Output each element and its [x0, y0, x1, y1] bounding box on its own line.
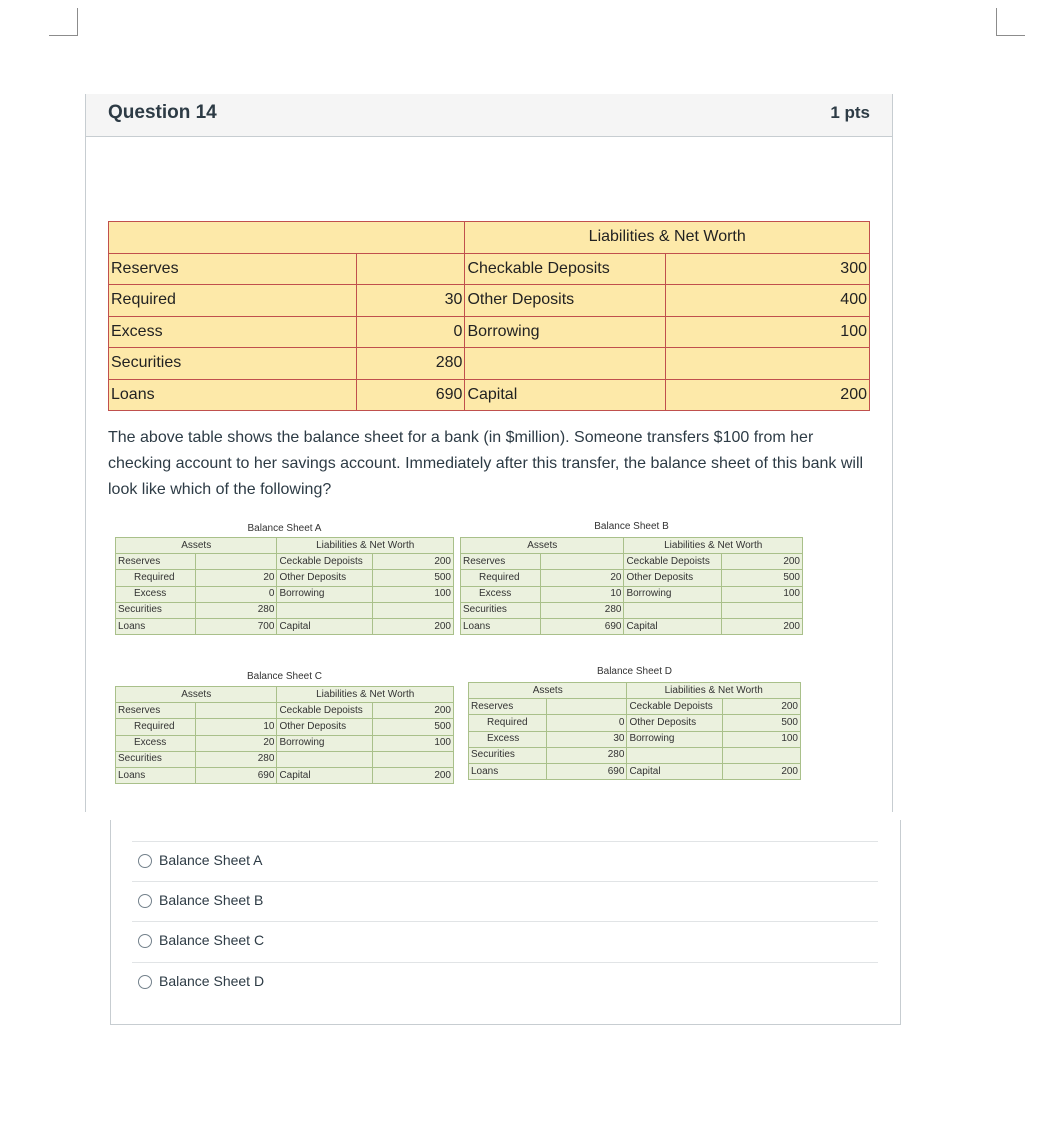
- liability-value: 200: [723, 699, 801, 715]
- asset-label: Excess: [116, 735, 196, 751]
- asset-value: 690: [195, 767, 277, 783]
- liability-label: Other Deposits: [624, 570, 722, 586]
- question-header: [86, 94, 892, 137]
- table-row: [109, 285, 870, 317]
- table-row: [461, 586, 803, 602]
- liability-label: [624, 602, 722, 618]
- sheet-a-liab: Liabilities & Net Worth: [277, 538, 454, 554]
- table-row: [116, 602, 454, 618]
- asset-label: Loans: [116, 767, 196, 783]
- asset-value: 10: [540, 586, 624, 602]
- asset-value: 30: [546, 731, 627, 747]
- liability-value: 200: [373, 703, 454, 719]
- table-row: [469, 715, 801, 731]
- asset-value: 0: [546, 715, 627, 731]
- radio-button-icon[interactable]: [138, 854, 152, 868]
- sheet-a-title: Balance Sheet A: [247, 523, 322, 534]
- liability-value: 100: [373, 586, 454, 602]
- liability-value: 300: [665, 253, 869, 285]
- table-row: [116, 751, 454, 767]
- liability-value: [373, 602, 454, 618]
- crop-mark-left: [49, 8, 78, 36]
- answer-option-label[interactable]: Balance Sheet B: [159, 892, 264, 908]
- liability-label: Other Deposits: [627, 715, 723, 731]
- liability-label: Checkable Deposits: [465, 253, 665, 285]
- liability-label: Borrowing: [624, 586, 722, 602]
- sheet-c-title: Balance Sheet C: [246, 671, 323, 682]
- liability-value: 200: [722, 618, 803, 634]
- liability-value: 200: [723, 763, 801, 779]
- liability-label: Other Deposits: [277, 719, 373, 735]
- liability-value: 100: [723, 731, 801, 747]
- sheet-b-title: Balance Sheet B: [594, 521, 669, 532]
- liabilities-header: Liabilities & Net Worth: [465, 222, 870, 254]
- liability-value: [723, 747, 801, 763]
- table-row: [461, 570, 803, 586]
- asset-value: [195, 554, 277, 570]
- liability-value: 200: [722, 554, 803, 570]
- table-row: [116, 618, 454, 634]
- asset-value: 20: [195, 570, 277, 586]
- asset-label: Excess: [109, 316, 357, 348]
- question-prompt: The above table shows the balance sheet for a bank (in $million). Someone transfers $100 from her checking account to her savings account. Immediately after this transfer, the balance sheet of this bank will look like which of the following?: [108, 429, 864, 498]
- liability-value: 200: [373, 767, 454, 783]
- table-row: [116, 735, 454, 751]
- question-title: Question 14: [108, 102, 217, 123]
- liability-value: 500: [373, 719, 454, 735]
- table-row: [109, 316, 870, 348]
- sheet-b-assets: Assets: [461, 538, 624, 554]
- asset-value: 280: [546, 747, 627, 763]
- radio-button-icon[interactable]: [138, 894, 152, 908]
- asset-value: 280: [357, 348, 465, 380]
- liability-label: [465, 348, 665, 380]
- liability-label: Other Deposits: [465, 285, 665, 317]
- table-row: [469, 731, 801, 747]
- asset-value: 20: [540, 570, 624, 586]
- liability-label: Borrowing: [277, 586, 373, 602]
- asset-value: 280: [195, 602, 277, 618]
- asset-value: 700: [195, 618, 277, 634]
- asset-label: Required: [469, 715, 547, 731]
- liability-value: [722, 602, 803, 618]
- asset-value: 690: [546, 763, 627, 779]
- liability-value: 400: [665, 285, 869, 317]
- liability-label: [627, 747, 723, 763]
- asset-value: [546, 699, 627, 715]
- asset-label: Required: [116, 719, 196, 735]
- liability-label: Borrowing: [277, 735, 373, 751]
- asset-value: 10: [195, 719, 277, 735]
- table-row: [109, 253, 870, 285]
- asset-label: Securities: [461, 602, 541, 618]
- balance-sheet-d: [468, 682, 801, 780]
- asset-label: Reserves: [116, 703, 196, 719]
- liability-value: 500: [723, 715, 801, 731]
- table-row: [461, 618, 803, 634]
- radio-button-icon[interactable]: [138, 975, 152, 989]
- assets-header-cell: [109, 222, 465, 254]
- sheet-d-liab: Liabilities & Net Worth: [627, 683, 801, 699]
- sheet-d-title: Balance Sheet D: [596, 666, 673, 677]
- liability-value: 100: [373, 735, 454, 751]
- asset-label: Loans: [469, 763, 547, 779]
- answer-option-b[interactable]: [132, 881, 878, 922]
- liability-label: [277, 602, 373, 618]
- liability-label: Capital: [465, 379, 665, 411]
- balance-sheet-c: [115, 686, 454, 784]
- asset-label: Excess: [461, 586, 541, 602]
- liability-value: 100: [722, 586, 803, 602]
- liability-value: 100: [665, 316, 869, 348]
- liability-value: [373, 751, 454, 767]
- answer-option-d[interactable]: [132, 962, 878, 1003]
- sheet-d-assets: Assets: [469, 683, 627, 699]
- asset-value: [357, 253, 465, 285]
- liability-value: 200: [665, 379, 869, 411]
- asset-label: Required: [116, 570, 196, 586]
- liability-label: Ceckable Depoists: [624, 554, 722, 570]
- liability-label: Capital: [624, 618, 722, 634]
- table-row: [109, 379, 870, 411]
- answer-option-a[interactable]: [132, 841, 878, 882]
- table-row: [469, 747, 801, 763]
- asset-label: Reserves: [469, 699, 547, 715]
- asset-label: Securities: [469, 747, 547, 763]
- asset-value: 0: [195, 586, 277, 602]
- answer-option-c[interactable]: [132, 921, 878, 962]
- asset-value: 690: [357, 379, 465, 411]
- table-row: [461, 602, 803, 618]
- asset-value: [540, 554, 624, 570]
- liability-value: [665, 348, 869, 380]
- asset-label: Securities: [109, 348, 357, 380]
- asset-value: 20: [195, 735, 277, 751]
- asset-label: Excess: [469, 731, 547, 747]
- asset-label: Required: [109, 285, 357, 317]
- asset-label: Reserves: [116, 554, 196, 570]
- asset-value: 690: [540, 618, 624, 634]
- liability-label: Capital: [277, 767, 373, 783]
- liability-label: Borrowing: [627, 731, 723, 747]
- liability-value: 500: [373, 570, 454, 586]
- sheet-a-assets: Assets: [116, 538, 277, 554]
- asset-value: 280: [540, 602, 624, 618]
- liability-label: Borrowing: [465, 316, 665, 348]
- answer-option-label[interactable]: Balance Sheet C: [159, 932, 265, 948]
- liability-label: [277, 751, 373, 767]
- crop-mark-right: [996, 8, 1025, 36]
- liability-label: Ceckable Depoists: [277, 554, 373, 570]
- asset-value: [195, 703, 277, 719]
- table-row: [116, 703, 454, 719]
- asset-label: Required: [461, 570, 541, 586]
- table-row: [469, 699, 801, 715]
- asset-label: Loans: [109, 379, 357, 411]
- question-points: 1 pts: [830, 103, 870, 122]
- asset-label: Loans: [116, 618, 196, 634]
- asset-label: Reserves: [461, 554, 541, 570]
- answer-option-label[interactable]: Balance Sheet A: [159, 852, 263, 868]
- radio-button-icon[interactable]: [138, 934, 152, 948]
- table-row: [109, 348, 870, 380]
- table-row: [116, 570, 454, 586]
- liability-label: Other Deposits: [277, 570, 373, 586]
- liability-value: 200: [373, 554, 454, 570]
- asset-label: Excess: [116, 586, 196, 602]
- table-row: [116, 586, 454, 602]
- answer-option-label[interactable]: Balance Sheet D: [159, 973, 265, 989]
- sheet-c-assets: Assets: [116, 687, 277, 703]
- asset-value: 30: [357, 285, 465, 317]
- liability-label: Ceckable Depoists: [627, 699, 723, 715]
- liability-value: 200: [373, 618, 454, 634]
- asset-label: Securities: [116, 602, 196, 618]
- table-row: [116, 719, 454, 735]
- asset-label: Reserves: [109, 253, 357, 285]
- liability-label: Capital: [277, 618, 373, 634]
- table-header-row: [109, 222, 870, 254]
- asset-value: 0: [357, 316, 465, 348]
- asset-value: 280: [195, 751, 277, 767]
- asset-label: Loans: [461, 618, 541, 634]
- table-row: [469, 763, 801, 779]
- table-row: [116, 554, 454, 570]
- table-row: [461, 554, 803, 570]
- liability-label: Ceckable Depoists: [277, 703, 373, 719]
- balance-sheet-table: [108, 221, 870, 411]
- table-row: [116, 767, 454, 783]
- sheet-c-liab: Liabilities & Net Worth: [277, 687, 454, 703]
- balance-sheet-a: [115, 537, 454, 635]
- balance-sheet-b: [460, 537, 803, 635]
- liability-label: Capital: [627, 763, 723, 779]
- liability-value: 500: [722, 570, 803, 586]
- asset-label: Securities: [116, 751, 196, 767]
- sheet-b-liab: Liabilities & Net Worth: [624, 538, 803, 554]
